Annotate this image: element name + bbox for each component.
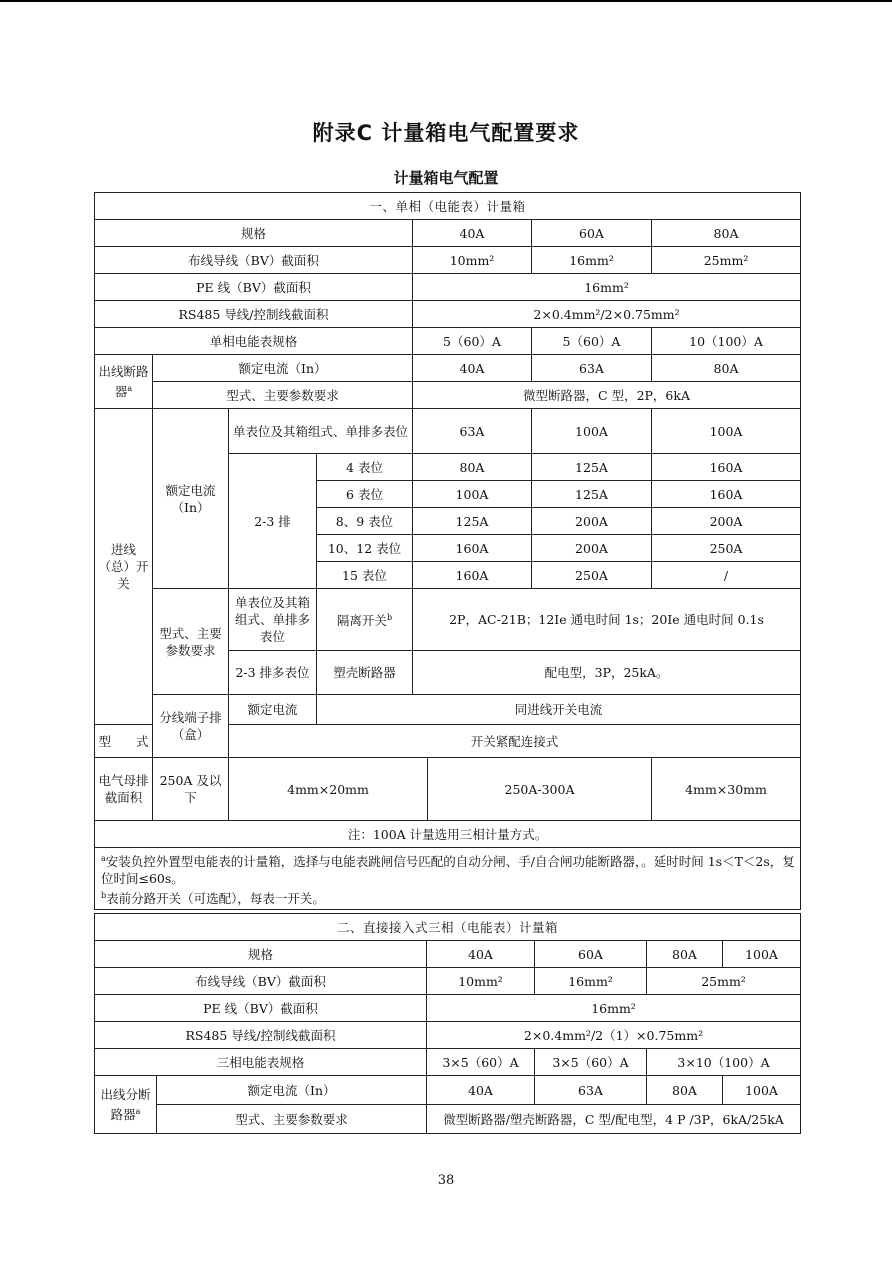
top-border [0,0,892,2]
out-cb-rated-value: 63A [532,355,652,382]
rated-value: 160A [413,535,532,562]
rated-value: 80A [413,454,532,481]
single-row-value: 100A [652,409,801,454]
out-cb-rated-value: 63A [535,1076,647,1105]
busbar-label: 电气母排截面积 [95,758,153,821]
meter-positions: 6 表位 [317,481,413,508]
spec-value: 80A [652,220,801,247]
pe-value: 16mm² [413,274,801,301]
out-cb-rated-value: 40A [413,355,532,382]
wire-value: 10mm² [427,968,535,995]
rated-value: 160A [652,481,801,508]
wire-value: 16mm² [532,247,652,274]
spec-value: 60A [532,220,652,247]
spec-value: 60A [535,941,647,968]
branch-type-label: 型 式 [95,725,153,758]
meter-value: 3×10（100）A [647,1049,801,1076]
rated-value: 125A [532,454,652,481]
single-row-value: 63A [413,409,532,454]
spec-value: 100A [723,941,801,968]
busbar-value-1: 4mm×20mm [229,758,428,821]
page-title: 附录C 计量箱电气配置要求 [312,121,580,145]
isolator-label: 隔离开关$^b$ [317,589,413,651]
meter-label: 三相电能表规格 [95,1049,427,1076]
in-switch-type-label: 型式、主要参数要求 [153,589,229,695]
meter-positions: 4 表位 [317,454,413,481]
rated-value: 160A [413,562,532,589]
rated-value: 160A [652,454,801,481]
meter-positions: 8、9 表位 [317,508,413,535]
rated-value: 100A [413,481,532,508]
spec-value: 80A [647,941,723,968]
out-cb-label: 出线分断路器$^a$ [95,1076,157,1134]
out-cb-rated-value: 80A [652,355,801,382]
pe-label: PE 线（BV）截面积 [95,274,413,301]
pe-value: 16mm² [427,995,801,1022]
wire-value: 16mm² [535,968,647,995]
type-multi-label: 2-3 排多表位 [229,651,317,695]
table-note: 注：100A 计量选用三相计量方式。 [95,821,801,848]
branch-rated-value: 同进线开关电流 [317,695,801,725]
wire-value: 25mm² [652,247,801,274]
section-header: 一、单相（电能表）计量箱 [95,193,801,220]
wire-value: 10mm² [413,247,532,274]
meter-value: 3×5（60）A [427,1049,535,1076]
out-cb-rated-value: 100A [723,1076,801,1105]
out-cb-type-label: 型式、主要参数要求 [153,382,413,409]
spec-label: 规格 [95,220,413,247]
busbar-class-2: 250A-300A [428,758,652,821]
single-row-label: 单表位及其箱组式、单排多表位 [229,409,413,454]
meter-value: 10（100）A [652,328,801,355]
out-cb-rated-value: 40A [427,1076,535,1105]
busbar-class-1: 250A 及以下 [153,758,229,821]
branch-type-value: 开关紧配连接式 [229,725,801,758]
spec-value: 40A [427,941,535,968]
spec-label: 规格 [95,941,427,968]
in-switch-rated-label: 额定电流（In） [153,409,229,589]
single-row-value: 100A [532,409,652,454]
meter-value: 5（60）A [532,328,652,355]
type-single-label: 单表位及其箱组式、单排多表位 [229,589,317,651]
out-cb-type-value: 微型断路器，C 型，2P，6kA [413,382,801,409]
pe-label: PE 线（BV）截面积 [95,995,427,1022]
wire-label: 布线导线（BV）截面积 [95,968,427,995]
out-cb-rated-label: 额定电流（In） [153,355,413,382]
rated-value: 250A [652,535,801,562]
branch-label: 分线端子排（盒） [153,695,229,758]
out-cb-label: 出线断路器$^a$ [95,355,153,409]
footnotes: $^a$安装负控外置型电能表的计量箱，选择与电能表跳闸信号匹配的自动分闸、手/自合闸功能断路器，。延时时间 1s＜T＜2s，复位时间≤60s。 $^b$表前分路开关（可选配），每表一开关。 [95,848,801,910]
single-phase-table [94,192,801,910]
section-header: 二、直接接入式三相（电能表）计量箱 [95,914,801,941]
rated-value: 250A [532,562,652,589]
rated-value: 200A [532,508,652,535]
rs485-value: 2×0.4mm²/2（1）×0.75mm² [427,1022,801,1049]
page-number: 38 [437,1173,455,1188]
out-cb-type-value: 微型断路器/塑壳断路器，C 型/配电型，4 P /3P，6kA/25kA [427,1105,801,1134]
rated-value: 200A [532,535,652,562]
meter-positions: 15 表位 [317,562,413,589]
spec-value: 40A [413,220,532,247]
meter-value: 5（60）A [413,328,532,355]
meter-value: 3×5（60）A [535,1049,647,1076]
wire-label: 布线导线（BV）截面积 [95,247,413,274]
out-cb-type-label: 型式、主要参数要求 [157,1105,427,1134]
meter-label: 单相电能表规格 [95,328,413,355]
rated-value: 125A [532,481,652,508]
rated-value: 200A [652,508,801,535]
multi-row-label: 2-3 排 [229,454,317,589]
mccb-label: 塑壳断路器 [317,651,413,695]
table-caption: 计量箱电气配置 [393,169,499,187]
wire-value: 25mm² [647,968,801,995]
rs485-label: RS485 导线/控制线截面积 [95,1022,427,1049]
three-phase-table [94,913,801,1134]
in-switch-label: 进线（总）开关 [95,409,153,725]
rated-value: 125A [413,508,532,535]
rs485-value: 2×0.4mm²/2×0.75mm² [413,301,801,328]
rs485-label: RS485 导线/控制线截面积 [95,301,413,328]
mccb-value: 配电型，3P，25kA。 [413,651,801,695]
isolator-value: 2P，AC-21B；12Ie 通电时间 1s；20Ie 通电时间 0.1s [413,589,801,651]
branch-rated-label: 额定电流 [229,695,317,725]
meter-positions: 10、12 表位 [317,535,413,562]
busbar-value-2: 4mm×30mm [652,758,801,821]
out-cb-rated-value: 80A [647,1076,723,1105]
rated-value: / [652,562,801,589]
out-cb-rated-label: 额定电流（In） [157,1076,427,1105]
